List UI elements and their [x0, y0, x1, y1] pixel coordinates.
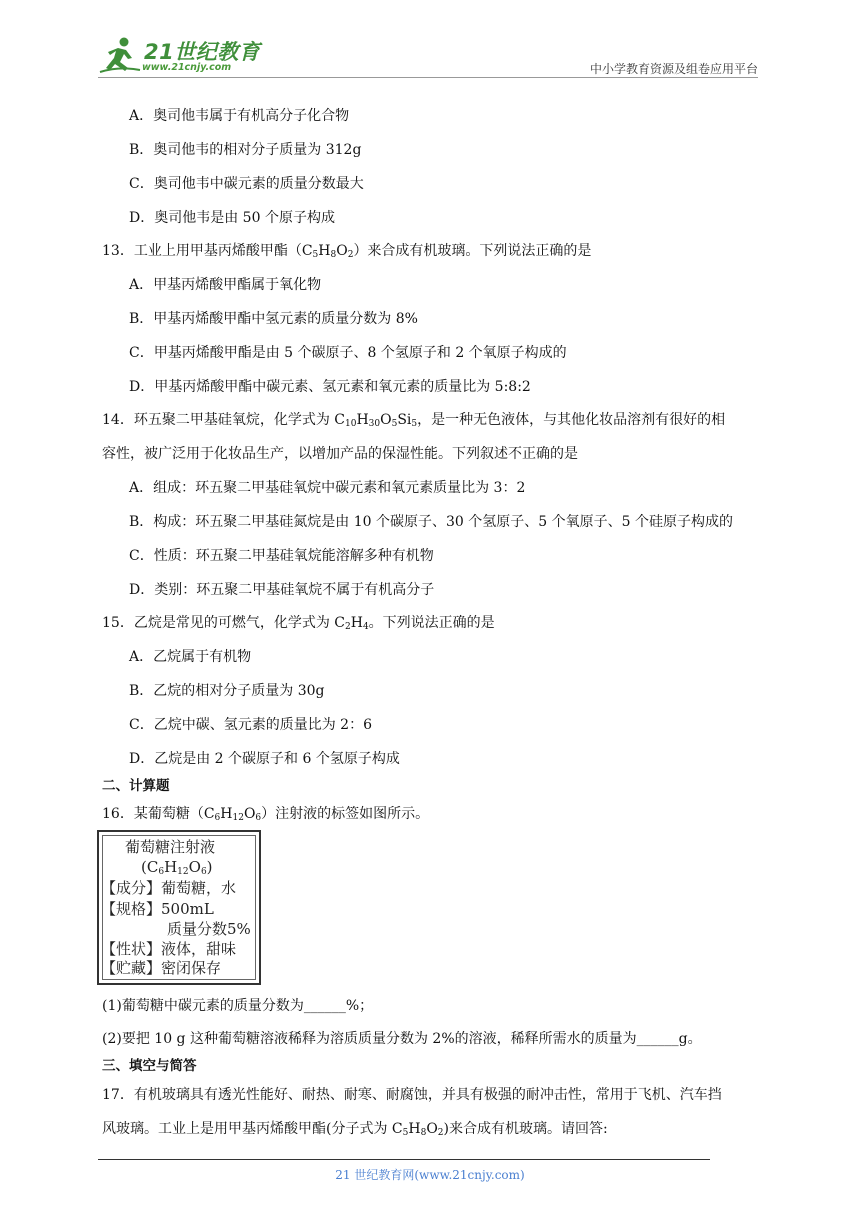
q14-option-c: C．性质：环五聚二甲基硅氧烷能溶解多种有机物	[129, 548, 434, 564]
q16-part2: (2)要把 10 g 这种葡萄糖溶液稀释为溶质质量分数为 2%的溶液，稀释所需水的质量为______g。	[102, 1031, 702, 1047]
label-row-composition: 【成分】葡萄糖，水	[101, 879, 237, 897]
q13-stem: 13．工业上用甲基丙烯酸甲酯$(C_5H_8O_2)$来合成有机玻璃。下列说法正确的是	[102, 243, 592, 260]
section-heading-fill: 三、填空与简答	[102, 1058, 197, 1074]
q12-option-d: D．奥司他韦是由 50 个原子构成	[129, 210, 335, 226]
q15-option-a: A．乙烷属于有机物	[129, 649, 252, 665]
q14-stem-line2: 容性，被广泛用于化妆品生产，以增加产品的保湿性能。下列叙述不正确的是	[102, 446, 578, 462]
q16-stem: 16．某葡萄糖$(C_6H_{12}O_6)$注射液的标签如图所示。	[102, 806, 430, 823]
q14-stem: 14．环五聚二甲基硅氧烷，化学式为 $C_{10}H_{30}O_5Si_5$，是一种无色液体，与其他化妆品溶剂有很好的相	[102, 412, 726, 429]
q15-stem: 15．乙烷是常见的可燃气，化学式为 $C_2H_4$。下列说法正确的是	[102, 615, 495, 632]
site-logo	[98, 34, 268, 78]
label-row-storage: 【贮藏】密闭保存	[101, 959, 222, 977]
label-title: 葡萄糖注射液	[125, 838, 216, 856]
label-row-spec: 【规格】500mL	[101, 900, 214, 918]
logo-brand-text: 21世纪教育	[144, 40, 261, 64]
label-formula: $(C_6H_{12}O_6)$	[141, 858, 213, 877]
header-divider	[98, 77, 758, 78]
q14-option-b: B．构成：环五聚二甲基硅氮烷是由 10 个碳原子、30 个氢原子、5 个氧原子、5 个硅原子构成的	[129, 514, 733, 530]
q14-option-d: D．类别：环五聚二甲基硅氧烷不属于有机高分子	[129, 582, 435, 598]
q17-stem-line2: 风玻璃。工业上是用甲基丙烯酸甲酯(分子式为 $C_5H_8O_2$)来合成有机玻璃。请回答:	[102, 1121, 608, 1138]
runner-logo-icon	[98, 36, 142, 76]
q12-option-c: C．奥司他韦中碳元素的质量分数最大	[129, 176, 364, 192]
q17-stem-line1: 17．有机玻璃具有透光性能好、耐热、耐寒、耐腐蚀，并具有极强的耐冲击性，常用于飞机、汽车挡	[102, 1087, 722, 1103]
logo-url-text: www.21cnjy.com	[142, 62, 232, 73]
label-row-properties: 【性状】液体，甜味	[101, 940, 237, 958]
q15-option-c: C．乙烷中碳、氢元素的质量比为 2：6	[129, 717, 372, 733]
page-header	[98, 34, 758, 78]
q14-option-a: A．组成：环五聚二甲基硅氧烷中碳元素和氧元素质量比为 3：2	[129, 480, 526, 496]
label-row-mass-fraction: 质量分数5%	[167, 920, 251, 938]
q12-option-b: B．奥司他韦的相对分子质量为 312g	[129, 142, 362, 158]
footer-divider	[98, 1159, 710, 1160]
q16-part1: (1)葡萄糖中碳元素的质量分数为______%；	[102, 998, 374, 1014]
q13-option-c: C．甲基丙烯酸甲酯是由 5 个碳原子、8 个氢原子和 2 个氧原子构成的	[129, 345, 567, 361]
section-heading-calc: 二、计算题	[102, 778, 170, 794]
q15-option-d: D．乙烷是由 2 个碳原子和 6 个氢原子构成	[129, 751, 400, 767]
platform-name: 中小学教育资源及组卷应用平台	[589, 62, 758, 76]
injection-label-figure	[97, 830, 261, 985]
footer-link[interactable]: 21 世纪教育网(www.21cnjy.com)	[335, 1168, 525, 1182]
q13-option-a: A．甲基丙烯酸甲酯属于氧化物	[129, 277, 322, 293]
q12-option-a: A．奥司他韦属于有机高分子化合物	[129, 108, 350, 124]
q15-option-b: B．乙烷的相对分子质量为 30g	[129, 683, 325, 699]
q13-option-b: B．甲基丙烯酸甲酯中氢元素的质量分数为 8%	[129, 311, 418, 327]
q13-option-d: D．甲基丙烯酸甲酯中碳元素、氢元素和氧元素的质量比为 5:8:2	[129, 379, 531, 395]
